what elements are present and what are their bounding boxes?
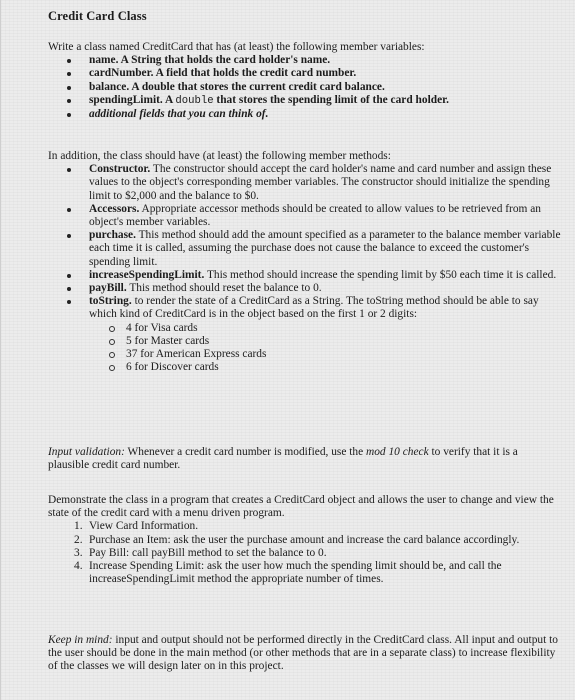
term-desc: This method should reset the balance to 0. <box>126 282 322 295</box>
list-item: 6 for Discover cards <box>48 361 561 374</box>
card-type-list <box>48 322 561 375</box>
term-name: increaseSpendingLimit. <box>89 268 205 281</box>
term-name: name. <box>89 54 119 67</box>
term-name: payBill. <box>89 282 127 295</box>
list-item <box>48 94 561 108</box>
list-item <box>48 547 561 560</box>
menu-list <box>48 520 561 586</box>
list-text: Increase Spending Limit: ask the user how much the spending limit should be, and call the increaseSpendingLimit method the appropriate number of times. <box>89 560 502 586</box>
term-name: cardNumber. <box>89 67 154 80</box>
term-desc: to render the state of a CreditCard as a String. The toString method should be able to say which kind of CreditCard is in the object based on the first 1 or 2 digits: <box>89 295 539 321</box>
term-desc: additional fields that you can think of. <box>89 108 269 121</box>
term-name: purchase. <box>89 229 136 242</box>
list-item <box>48 54 561 67</box>
list-item <box>48 520 561 533</box>
validation-label: Input validation: <box>48 446 125 458</box>
list-text: Pay Bill: call payBill method to set the balance to 0. <box>89 546 327 559</box>
keep-in-mind-label: Keep in mind: <box>48 634 113 646</box>
member-variables-list <box>48 54 561 121</box>
list-item <box>48 534 561 547</box>
list-text: View Card Information. <box>89 520 199 533</box>
list-item <box>48 81 561 94</box>
member-methods-intro: In addition, the class should have (at least) the following member methods: <box>48 150 391 162</box>
member-methods-section <box>48 150 561 374</box>
term-name: Constructor. <box>89 163 151 176</box>
term-desc: This method should add the amount specified as a parameter to the balance member variable each time it is called, assuming the purchase does not cause the balance to exceed the customer's spending limit. <box>89 229 561 268</box>
list-item <box>48 67 561 80</box>
keep-in-mind-body: input and output should not be performed directly in the CreditCard class. All input and output to the user should be done in the main method (or other methods that are in a separate class) to increase flexibility of the classes we will design later on in this project. <box>48 634 558 673</box>
page-title: Credit Card Class <box>48 9 147 23</box>
list-item: 4 for Visa cards <box>48 322 561 335</box>
term-name: spendingLimit. <box>89 93 163 106</box>
member-variables-intro: Write a class named CreditCard that has (at least) the following member variables: <box>48 41 425 53</box>
code-keyword: double <box>175 94 214 107</box>
list-item <box>48 108 561 121</box>
term-desc: A String that holds the card holder's name. <box>118 54 331 67</box>
keep-in-mind-section <box>48 634 561 674</box>
validation-text: to verify that it is a plausible credit card number. <box>48 446 518 472</box>
input-validation-text <box>48 446 561 472</box>
input-validation-section <box>48 446 561 472</box>
term-desc: Appropriate accessor methods should be created to allow values to be retrieved from an object's member variables. <box>89 202 541 229</box>
list-item: 5 for Master cards <box>48 335 561 348</box>
demo-section <box>48 494 561 586</box>
member-methods-list <box>48 163 561 321</box>
list-item <box>48 295 561 321</box>
list-item: 37 for American Express cards <box>48 348 561 361</box>
term-name: Accessors. <box>89 202 140 215</box>
term-desc: that stores the spending limit of the card holder. <box>213 93 449 106</box>
demo-intro: Demonstrate the class in a program that creates a CreditCard object and allows the user to change and view the state of the credit card with a menu driven program. <box>48 494 554 520</box>
term-desc: A double that stores the current credit card balance. <box>129 80 385 93</box>
list-item <box>48 229 561 269</box>
list-number: 3. <box>74 546 83 559</box>
term-desc: This method should increase the spending limit by $50 each time it is called. <box>204 268 557 281</box>
term-desc: A field that holds the credit card number. <box>153 67 357 80</box>
list-text: Purchase an Item: ask the user the purchase amount and increase the card balance accordingly. <box>89 533 520 546</box>
validation-italic: mod 10 check <box>366 446 429 458</box>
keep-in-mind-text <box>48 634 561 674</box>
list-number: 2. <box>74 533 83 546</box>
list-number: 1. <box>74 520 83 533</box>
term-name: toString. <box>89 295 132 308</box>
list-item <box>48 560 561 586</box>
term-name: balance. <box>89 80 130 93</box>
term-desc: The constructor should accept the card holder's name and card number and assign these values to the object's corresponding member variables. The constructor should initialize the spending limit to $2,000 and the balance to $0. <box>89 163 552 202</box>
list-item <box>48 203 561 229</box>
list-number: 4. <box>74 560 83 573</box>
list-item <box>48 282 561 295</box>
validation-text: Whenever a credit card number is modified, use the <box>124 446 367 458</box>
list-item <box>48 269 561 282</box>
list-item <box>48 163 561 203</box>
member-variables-section <box>48 41 561 121</box>
term-desc: A <box>162 93 176 106</box>
